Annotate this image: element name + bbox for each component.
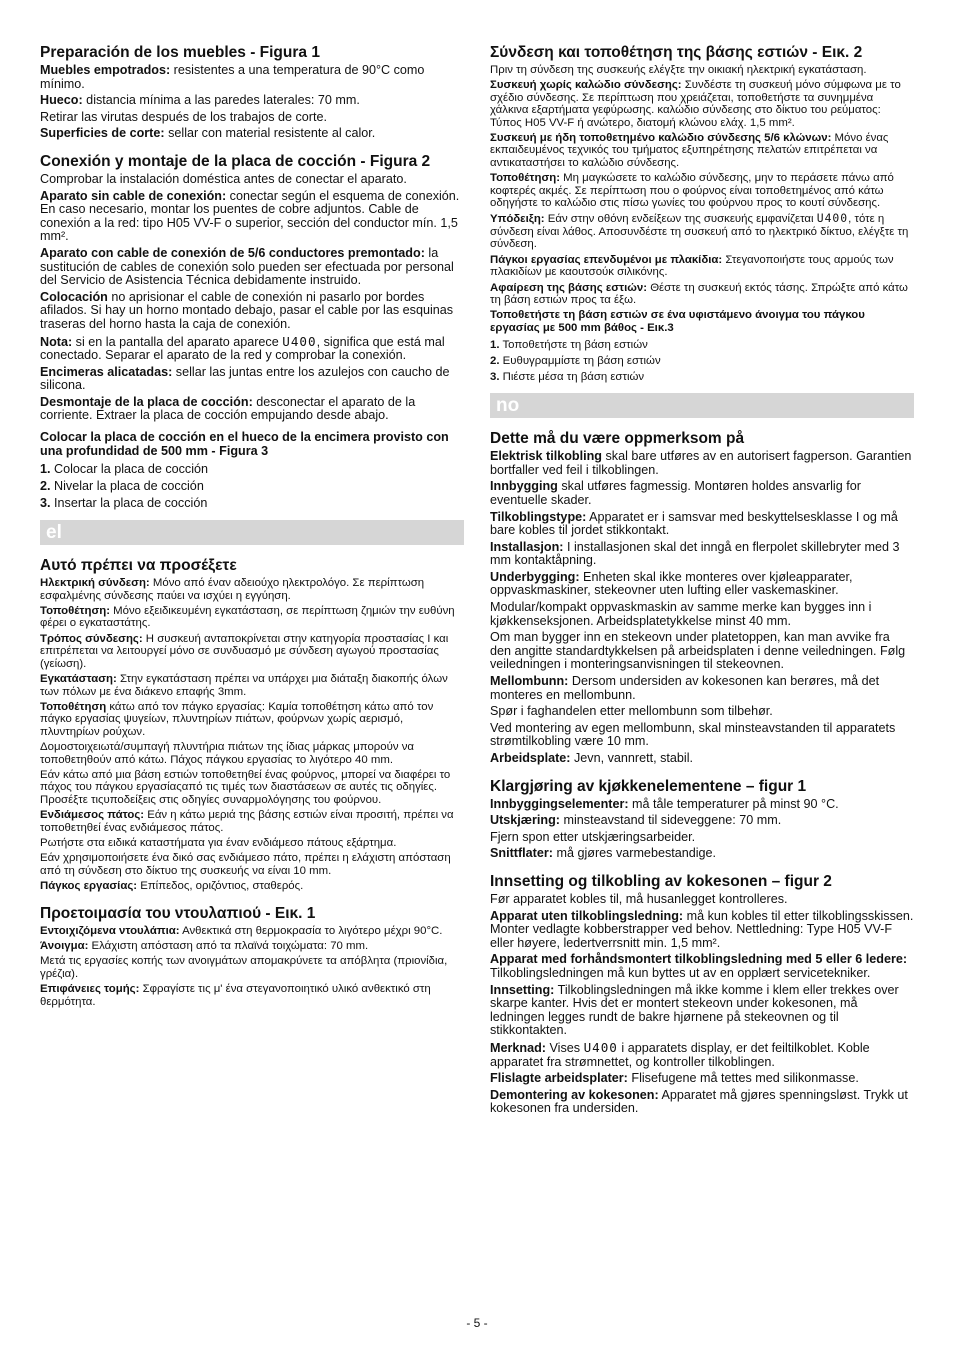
no-paragraph: Demontering av kokesonen: Apparatet må gjøres spenningsløst. Trykk ut kokesonen fra undersiden. (490, 1087, 908, 1116)
el-paragraph: Εντοιχιζόμενα ντουλάπια: Ανθεκτικά στη θερμοκρασία το λιγότερο μέχρι 90°C. (40, 924, 443, 937)
el-paragraph: Τοποθέτηση: Μόνο εξειδικευμένη εγκατάσταση, σε περίπτωση ζημιών την ευθύνη φέρει ο εγκαταστάτης. (40, 605, 455, 630)
el-paragraph: Ηλεκτρική σύνδεση: Μόνο από έναν αδειούχο ηλεκτρολόγο. Σε περίπτωση εσφαλμένης σύνδεσης παύει να ισχύει η εγγύηση. (40, 577, 425, 602)
no-paragraph: Innsetting: Tilkoblingsledningen må ikke komme i klem eller trekkes over skarpe kanter. Hvis det er montert stekeovn under kokesonen, må ledningen legges rundt de bakre hjørnene på stekeovnen og til stikkontakten. (490, 982, 899, 1038)
display-code-u400: U400 (583, 1039, 618, 1055)
no-paragraph: Innbyggingselementer: må tåle temperaturer på minst 90 °C. (490, 796, 839, 811)
es-paragraph: Nota: si en la pantalla del aparato aparece U400, significa que está mal conectado. Separar el aparato de la red y comprobar la conexión. (40, 333, 445, 363)
el-section-title-attention: Αυτό πρέπει να προσέξετε (40, 557, 237, 575)
el-paragraph: Αφαίρεση της βάσης εστιών: Θέστε τη συσκευή εκτός τάσης. Σπρώξτε από κάτω τη βάση εστιών προς τα έξω. (490, 281, 908, 306)
list-item: 2. Ευθυγραμμίστε τη βάση εστιών (490, 355, 661, 368)
list-item: 2. Nivelar la placa de cocción (40, 479, 204, 494)
no-paragraph: Om man bygger inn en stekeovn under platetoppen, kan man avvike fra den angitte standardtykkelsen på arbeidsplaten i denne veiledningen. Følg veiledningen i monteringsanvisningen til stekeovnen. (490, 630, 906, 672)
el-paragraph: Συσκευή χωρίς καλώδιο σύνδεσης: Συνδέστε τη συσκευή μόνο σύμφωνα με το σχέδιο σύνδεσης. Σε περίπτωση που χρειάζεται, τοποθετήστε τα συνημμένα χάλκινα εξαρτήματα γεφύρωσης. καλώδιο σύνδεσης στο δίκτυο του ρεύματος: Τύπος H05 VV-F ή ανώτερο, διατομή κλώνου ελάχ. 1,5 mm². (490, 79, 901, 129)
es-paragraph: Aparato con cable de conexión de 5/6 conductores premontado: la sustitución de cables de conexión solo pueden ser efectuada por personal del Servicio de Asistencia Técnica debidamente instruido. (40, 245, 454, 288)
el-paragraph: Πάγκος εργασίας: Επίπεδος, οριζόντιος, σταθερός. (40, 880, 304, 893)
es-section-title-connection: Conexión y montaje de la placa de cocción - Figura 2 (40, 152, 431, 170)
el-paragraph: Τοποθέτηση κάτω από τον πάγκο εργασίας: Καμία τοποθέτηση κάτω από τον πάγκο εργασίας ψυγείων, πλυντηρίων πιάτων, φούρνων χωρίς αερισμό, πλυντηρίων ρούχων. (40, 700, 434, 738)
el-paragraph: Συσκευή με ήδη τοποθετημένο καλώδιο σύνδεσης 5/6 κλώνων: Μόνο ένας εκπαιδευμένος τεχνικός του τμήματος εξυπηρέτησης πελατών επιτρέπεται να αντικαταστήσει το καλώδιο σύνδεσης. (490, 132, 889, 169)
es-steps-list (40, 461, 464, 512)
no-paragraph: Spør i faghandelen etter mellombunn som tilbehør. (490, 704, 773, 719)
es-paragraph: Colocar la placa de cocción en el hueco de la encimera provisto con una profundidad de 500 mm - Figura 3 (40, 430, 449, 458)
list-item: 1. Colocar la placa de cocción (40, 462, 209, 477)
no-paragraph: Underbygging: Enheten skal ikke monteres over kjøleapparater, oppvaskmaskiner, stekeovner uten lufting eller vaskemaskiner. (490, 569, 853, 598)
no-paragraph: Før apparatet kobles til, må husanlegget kontrolleres. (490, 891, 788, 906)
el-paragraph: Μετά τις εργασίες κοπής των ανοιγμάτων απομακρύνετε τα απόβλητα (πριονίδια, γρέζια). (40, 955, 448, 980)
no-section-title-attention: Dette må du være oppmerksom på (490, 430, 745, 448)
no-section-title-kitchen: Klargjøring av kjøkkenelementene – figur 1 (490, 777, 807, 795)
no-paragraph: Apparat med forhåndsmontert tilkoblingsledning med 5 eller 6 ledere: Tilkoblingsledningen må kun byttes ut av en opplært servicetekniker. (490, 952, 908, 980)
page-number: - 5 - (466, 1316, 488, 1330)
es-paragraph: Colocación no aprisionar el cable de conexión ni pasarlo por bordes afilados. Si hay un horno montado debajo, pasar el cable por las esquinas traseras del horno hasta la caja de conexión. (40, 289, 454, 331)
el-paragraph: Τοποθέτηση: Μη μαγκώσετε το καλώδιο σύνδεσης, μην το περάσετε πάνω από κοφτερές ακμές. Σε περίπτωση που ο φούρνος είναι τοποθετημένος από κάτω οδηγήστε το καλώδιο στις πίσω γωνίες του φούρνου προς το κουτί σύνδεσης. (490, 172, 894, 210)
no-paragraph: Arbeidsplate: Jevn, vannrett, stabil. (490, 751, 693, 765)
language-bar-el: el (40, 520, 464, 545)
es-paragraph: Muebles empotrados: resistentes a una temperatura de 90°C como mínimo. (40, 63, 425, 91)
no-paragraph: Fjern spon etter utskjæringsarbeider. (490, 829, 696, 844)
el-paragraph: Πριν τη σύνδεση της συσκευής ελέγξτε την οικιακή ηλεκτρική εγκατάσταση. (490, 64, 867, 76)
left-column (40, 40, 464, 1011)
es-paragraph: Hueco: distancia mínima a las paredes laterales: 70 mm. (40, 93, 360, 108)
el-paragraph: Πάγκοι εργασίας επενδυμένοι με πλακίδια: Στεγανοποιήστε τους αρμούς των πλακιδίων με καουτσούκ σιλικόνης. (490, 253, 894, 279)
el-paragraph: Άνοιγμα: Ελάχιστη απόσταση από τα πλαϊνά τοιχώματα: 70 mm. (40, 940, 369, 952)
no-paragraph: Tilkoblingstype: Apparatet er i samsvar med beskyttelsesklasse I og må bare kobles til jordet stikkontakt. (490, 509, 898, 538)
display-code-u400: U400 (282, 333, 317, 349)
no-paragraph: Flislagte arbeidsplater: Flisefugene må tettes med silikonmasse. (490, 1071, 859, 1086)
el-paragraph: Ενδιάμεσος πάτος: Εάν η κάτω μεριά της βάσης εστιών είναι προσιτή, πρέπει να τοποθετηθεί ένας ενδιάμεσος πάτος. (40, 809, 454, 834)
es-paragraph: Desmontaje de la placa de cocción: desconectar el aparato de la corriente. Extraer la placa de cocción empujando desde abajo. (40, 394, 416, 423)
el-paragraph: Ρωτήστε στα ειδικά καταστήματα για έναν ενδιάμεσο πάτους εξάρτημα. (40, 836, 397, 849)
no-paragraph: Installasjon: I installasjonen skal det inngå en flerpolet skillebryter med 3 mm kontaktåpning. (490, 539, 900, 568)
el-paragraph: Τρόπος σύνδεσης: Η συσκευή ανταποκρίνεται στην κατηγορία προστασίας I και επιτρέπεται να λειτουργεί μόνο σε συνδυασμό με σύνδεση αγωγού προστασίας (γείωση). (40, 632, 449, 670)
el-steps-list (490, 337, 914, 385)
no-paragraph: Snittflater: må gjøres varmebestandige. (490, 846, 717, 861)
es-paragraph: Retirar las virutas después de los trabajos de corte. (40, 109, 327, 124)
es-paragraph: Aparato sin cable de conexión: conectar según el esquema de conexión. En caso necesario, montar los puentes de cobre adjuntos. Cable de conexión a la red: tipo H05 VV-F o superior, sección del conductor mín. 1,5 mm². (40, 188, 460, 244)
el-paragraph: Δομοστοιχειωτά/συμπαγή πλυντήρια πιάτων της ίδιας μάρκας μπορούν να τοποθετηθούν από κάτω. Πάχος πάγκου εργασίας το λιγότερο 40 mm. (40, 741, 414, 766)
no-paragraph: Utskjæring: minsteavstand til sideveggene: 70 mm. (490, 813, 782, 828)
el-paragraph: Επιφάνειες τομής: Σφραγίστε τις μ' ένα στεγανοποιητικό υλικό ανθεκτικό στη θερμότητα. (40, 983, 431, 1008)
language-bar-no: no (490, 393, 914, 418)
el-section-title-cabinet: Προετοιμασία του ντουλαπιού - Εικ. 1 (40, 904, 316, 922)
el-paragraph: Τοποθετήστε τη βάση εστιών σε ένα υφιστάμενο άνοιγμα του πάγκου εργασίας με 500 mm βάθος - Εικ.3 (490, 309, 865, 334)
no-paragraph: Mellombunn: Dersom undersiden av kokesonen kan berøres, må det monteres en mellombunn. (490, 674, 880, 702)
es-paragraph: Superficies de corte: sellar con material resistente al calor. (40, 126, 376, 141)
no-paragraph: Modular/kompakt oppvaskmaskin av samme merke kan bygges inn i kjøkkenseksjonen. Arbeidsplatetykkelse minst 40 mm. (490, 600, 872, 628)
no-paragraph: Merknad: Vises U400 i apparatets display, er det feiltilkoblet. Koble apparatet fra strømnettet, og kontroller tilkoblingen. (490, 1039, 870, 1069)
el-paragraph: Εάν κάτω από μια βάση εστιών τοποθετηθεί ένας φούρνος, μπορεί να διαφέρει το πάχος του πάγκου εργασίαςαπό τις τιμές των διαστάσεων σε αυτές τις οδηγίες. Προσέξτε τιςυποδείξεις στις οδηγίες συναρμολόγησης του φούρνου. (40, 768, 451, 806)
list-item: 3. Insertar la placa de cocción (40, 496, 208, 511)
no-paragraph: Elektrisk tilkobling skal bare utføres av en autorisert fagperson. Garantien bortfaller ved feil i tilkoblingen. (490, 449, 912, 477)
es-paragraph: Comprobar la instalación doméstica antes de conectar el aparato. (40, 171, 407, 186)
list-item: 1. Τοποθετήστε τη βάση εστιών (490, 339, 648, 352)
list-item: 3. Πιέστε μέσα τη βάση εστιών (490, 371, 645, 384)
el-paragraph: Εάν χρησιμοποιήσετε ένα δικό σας ενδιάμεσο πάτο, πρέπει η ελάχιστη απόσταση από τη σύνδεση στο δίκτυο της συσκευής να είναι 10 mm. (40, 852, 451, 877)
es-section-title-furniture: Preparación de los muebles - Figura 1 (40, 44, 320, 61)
el-paragraph: Εγκατάσταση: Στην εγκατάσταση πρέπει να υπάρχει μια διάταξη διακοπής όλων των πόλων με ένα διάκενο επαφής 3mm. (40, 673, 448, 698)
no-paragraph: Ved montering av egen mellombunn, skal minsteavstanden til apparatets strømtilkobling være 10 mm. (490, 720, 896, 749)
display-code-u400: U400 (816, 211, 849, 226)
es-paragraph: Encimeras alicatadas: sellar las juntas entre los azulejos con caucho de silicona. (40, 364, 450, 393)
right-column (490, 40, 914, 1119)
no-paragraph: Apparat uten tilkoblingsledning: må kun kobles til etter tilkoblingsskissen. Monter vedlagte kobberstrapper ved behov. Nettledning: Type H05 VV-F eller høyere, ledertverrsnitt min. 1,5 mm². (490, 908, 914, 950)
no-section-title-install: Innsetting og tilkobling av kokesonen – figur 2 (490, 872, 832, 890)
no-paragraph: Innbygging skal utføres fagmessig. Montøren holdes ansvarlig for eventuelle skader. (490, 479, 861, 507)
el-paragraph: Υπόδειξη: Εάν στην οθόνη ενδείξεων της συσκευής εμφανίζεται U400, τότε η σύνδεση είναι λάθος. Αποσυνδέστε τη συσκευή από το ηλεκτρικό δίκτυο, ελέγξτε τη σύνδεση. (490, 211, 909, 251)
el-section-title-connection: Σύνδεση και τοποθέτηση της βάσης εστιών - Εικ. 2 (490, 44, 863, 61)
